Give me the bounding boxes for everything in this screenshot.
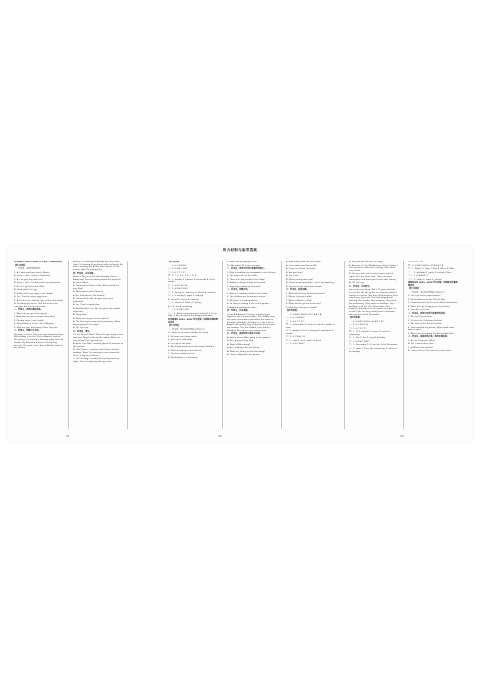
text-column-6 [349,261,399,429]
section-heading: 七、听录音，完成短文。 [349,285,372,288]
text-line: B: OK. Let's go. [73,327,89,330]
text-line: 5. How does she go to school? [286,306,318,309]
text-line: 十二、1. What's your favourite festival? 2. It's in May. 3. We can watch the dragon boat race. [168,312,217,318]
section-heading: 五、听录音，根据所听内容补全对话。 [227,333,262,336]
text-line: 3. There isn't any bread in the fridge. [227,278,266,281]
text-line: 六、1~5 C B A C A [286,336,305,339]
text-line: 七、1~6 B A C A B C [168,288,189,291]
text-line: 4. Mum, let's go shopping at City Library. [408,305,450,308]
text-line: B: Let me check. Open your mouth. [286,285,323,288]
text-line: 三、1~5 T F T F T [349,327,367,330]
text-line: 八、1~5 B C A A C [286,343,305,346]
text-line: 二、1~5 B A C B A [168,268,187,270]
text-line: It's the 23rd of March. Now let's get ready to the meeting. People write all the tables. What are they doing? Let's go and see. [73,334,123,342]
text-line: Lily is my new friend. She's 11 years old. She lives in the UK. Her father is a teacher and her mother is a nurse. She has a little brother. She's only seven years old. Lily likes singing and dancing. Her brother likes drawing. They both like swimming. They swim on Sundays. Lily's birthday is on the 1st of December. Her brother's birthday is in December too. But it's on the 11th. So they usually have a birthday party at the end of December. [349,289,399,316]
text-line: 9. What are you going to do? [227,261,257,263]
text-line: 一、1~5 A B C A B 6~10 A B C B C [349,320,385,323]
text-line: A: What are Jimmy and Su Hai doing? [227,350,266,353]
test-heading: 苏州相城区 2022—2023 学年度第二学期期末调研测试试卷 [168,318,218,324]
text-line: 4. Let's go to the park. [168,342,192,345]
document-page [8,246,472,442]
page-number-middle: 22 [218,434,222,438]
text-line: 八、1. January 2. February 3. March 4. autumn [168,291,216,294]
text-column-5 [286,261,336,429]
text-line: 6. Mum is cooking in the kitchen. [168,349,202,352]
text-line: A: Tomorrow is Father's Day. What should we give Dad? [73,285,119,290]
text-line: 1. When do you go to the party? [14,312,48,315]
text-line: 1. What did the boy do last weekend? [286,292,325,295]
text-line: B: Yes. There're some eggs here. [14,296,48,298]
text-line: 六、1~6 B A C B A C [349,340,370,343]
text-line: 4. A: Are there any eggs in the fridge? [14,292,54,295]
text-line: 九、1. is eating 2. apple 3. waiting [168,295,204,298]
text-line: 8. My birthday is in February. [168,356,198,359]
text-line: 六、1~5 A C B C A [168,284,187,287]
text-line: 二、1~5 C A B C A [349,324,368,327]
section-heading: 三、听录音，根据对话内容，选择正确答案。 [408,336,449,339]
text-line: 4. Bobby is riding his bike in the park. [227,282,266,284]
section-heading: 二、听录音，选择与所听内容相符的答语。 [408,312,447,315]
text-line: 4. Is 5. was 6. watching [168,305,193,308]
test-heading: 南通如东县 2022—2023 学年度第二学期期末质量检测试卷 [408,282,458,287]
text-line: C: I'm Liu Yang. I usually do my homework at night. Then I'm playing with my sister. [73,358,120,364]
text-line: 1. Mike is reading the newspaper in the kitchen. [227,271,277,274]
text-line: 5. Who are you, and Jimmy? Here they are. [14,326,59,329]
section-heading: 【听力材料】 [408,288,421,291]
text-line: Father's Day is on the third Sunday of June. Bobby and Tina are talking about the presents for their father. [73,276,121,284]
text-line: B: Sorry, I can't. I have a toothache. [14,275,51,277]
text-line: 1. Can I go to the supermarket? [408,295,441,298]
text-line: 5. Bobby is washing his bike. [227,306,257,309]
text-line: 四、1. 11 2. teacher 3. nurse 4. seven 5. swimming [349,331,391,336]
section-heading: 【参考答案】 [286,310,299,312]
text-line: 八、1. swim 2. They like swimming. 3. dance 4. on Sunday [349,347,398,353]
text-line: A: Good idea. [73,314,87,317]
text-line: 七、1. December 2. It's on the 1st of December. [349,344,398,347]
text-line: In the Mid-Autumn Festival, my family get together and eat mooncakes. The children can eat some mooncakes and watch the moon in the park. Grandpa's birthday is in the 11th of August. We usually buy a big cake for him and eat noodles. The 9th of April is my father's birthday. We make a nice card for him. [227,313,275,332]
text-line: A: The fine cups or tea to the pharmacy. What about going to the shop? [73,321,121,326]
text-line: 3. We want to the Street Festival. [408,323,443,326]
text-line: 2. The cakes are on the table. [227,275,258,277]
text-line: 4. What did the girl do at the zoo? [286,303,321,305]
page-number-right: 23 [400,434,404,438]
text-line: 2. A: Can you play with me? [14,278,43,281]
text-line: 2. Where is Jimmy's bike? [286,296,313,298]
text-line: A: I have a bad toothache. I can't eat anything. [286,282,335,284]
text-line: B: Let me think. We can give him some postcards. [73,298,114,303]
text-line: 3. My father is cooking dinner. [227,299,259,302]
text-line: 十二、1~5 B A A C C [408,275,429,277]
text-line: 四、1~5 A A C A B 6~10 B B A C A [408,264,444,267]
section-heading: 六、听录音，回答问题。 [286,289,309,291]
text-line: B: Go along the street. Turn left at the first crossing. You can see the shop. [14,303,58,308]
text-line: 一、1~5 B A C A B 6~10 C A B C A [286,313,322,316]
text-line: 1. A: Can I help you, Mike? [408,339,436,342]
text-line: 3. My dog loves, I can't walk. [14,319,44,322]
text-line: A: Because it's the Mid-Autumn Festival today. I can eat some cakes this evening. I like cakes very much. [349,264,398,272]
text-line: 十、1. shorter 2. Easier 3. thirsty [168,302,202,305]
text-line: B: Good idea! Let's go. [14,289,38,291]
text-line: 三、1~5 F T F T F [286,320,304,323]
column-divider [68,261,69,429]
text-line: A: How many kites can you make? [286,261,322,263]
column-divider [222,261,223,429]
text-line: 2. B. P. B. C. A [408,261,423,263]
text-line: B: Yes. I want some juice. [408,343,434,346]
text-line: B: What's wrong with you? [286,278,314,281]
text-line: 4. My birthday is in the 11th of August. [14,323,55,326]
text-line: 2. How does he go to school every day? [14,316,55,319]
text-line: B: He's making a kite for Jimmy. [227,347,260,350]
text-line: 七、1. cold 2. eat 3. water 4. drink [286,339,322,342]
text-line: 3. Tom has a cold today. [168,339,193,342]
text-line: 2. My mum can make cakes. [168,335,198,338]
text-line: 2. The children are listening to music. [227,296,266,298]
text-line: A: Yes, I am. [286,275,299,277]
text-column-7 [408,261,458,429]
text-line: B: And Dad likes tea. We can go to the market tomorrow. [73,307,121,313]
column-divider [403,261,404,429]
text-line: 2. My birthday is on the 11th of May. [408,298,446,301]
text-line: 5. You can't eat here. [408,309,430,312]
text-line: 十三、1. cooks 2. takes 3. visited [408,278,442,281]
text-line: 5. We should brush our teeth before bedtime. [168,346,215,349]
section-heading: 四、听对话，完成表格。 [73,272,96,275]
section-heading: 二、听短文，选择正确的答案。 [14,309,43,312]
column-divider [344,261,345,429]
text-line: 一、听录音，选出你所听到的单词或句子。 [168,328,207,331]
text-line: B: I have a fever. You can rest in the room. [408,350,452,353]
text-line: 五、1. What's 2. How 3. Who 4. When 5. Why [408,268,455,270]
text-line: 5. A: Excuse me, how do I get to the shoe shop? [14,299,64,302]
text-line: 3. Cinderella puts on the new clothes and shoes. [408,302,458,305]
text-column-2 [73,261,123,429]
text-line: 一、听对话，选择正确的图片。 [14,268,43,270]
section-heading: 三、听短文，判断句子正误。 [14,330,41,333]
text-line: My name is Chris. There are two important days. My birthday is on the 12th of August. Look at the picture. I'm having a birthday party with my friends. My favourite festival is the Spring Festival. This year is the Year of Rabbit. Look at the picture. [14,333,64,350]
text-line: B: Why did you ask me, Su Yang? [349,261,384,263]
section-heading: 【参考答案】 [168,261,181,263]
text-line: 7. The first number is ten. [168,353,195,356]
text-line: 十一、1. birthday 2. party 3. eating 4. likes [408,271,452,274]
section-heading: 【参考答案】 [349,317,362,320]
text-line: 10. We watch TV in the evening. [227,264,261,267]
text-line: 四、1. ✓ 2. ✕ 3. ✕ 4. ✓ 5. ✕ [168,275,197,277]
text-line: 一、1~5 C A B A C [168,264,187,267]
text-line: B: Oh, you can't eat so much sweet food at night. Let's eat some fruit. Then eat some mooncakes and brush your teeth after eating. [349,273,397,281]
text-line: A: Come in, please. Sit down. [286,268,316,270]
text-line: 2. A: What's the matter? [408,346,434,349]
text-line: B: What can we get at the market? [73,317,109,320]
text-line: 4. Tina tumbled my picture. Who needs more than a cake? [408,326,455,332]
section-heading: 五、听录音，填空。 [73,330,92,333]
text-line: 三、1~5 T F T F T [168,271,186,274]
text-column-3 [168,261,218,429]
text-line: A: Hello, Tim Mike. I usually spend 30 minutes at the market. [73,343,123,348]
text-line: B: They're playing in the garden. [227,354,261,357]
column-divider [281,261,282,429]
text-line: 3. When is Mother's Day? [286,299,313,302]
text-line: 五、1. Sunday 2. flowers 3. postcards 4. tea 5. market [168,278,216,284]
section-heading: 二、听录音，选择与所听内容相符的图片。 [227,268,266,270]
section-heading: 【听力材料】 [168,325,181,328]
text-line: 1. I want to eat some noodles for lunch. [168,332,209,335]
text-line: B: I can make two. Doctor Wu! [286,264,318,267]
text-line: 1. Nancy is reading a book in the study. [227,292,268,295]
text-column-4 [227,261,277,429]
text-line: 五、1. fine 2. fun 3. sing 4. birthday [349,337,386,340]
text-line: A: No, Dad doesn't like flowers. [73,294,105,297]
text-line: 5. Yang Ling is playing the piano. [227,285,261,288]
text-line: 5. Where are you going, Su Hai and Bo Xiao? [408,332,454,335]
section-heading: 【听力材料】 [14,264,27,267]
text-line: 一、听录音，选出你所听到的单词或句子。 [408,291,447,294]
column-divider [127,261,128,429]
text-line: 1. A: Come and have lunch, Nancy. [14,271,50,274]
text-line: A: What is Mike doing? [227,343,251,346]
text-line: 4. visited 5. cousin 6. cooking [168,298,199,301]
text-line: A: Helen, who is Mike going to the garden? [227,336,271,339]
text-line: B: He's going to help Dad. [227,340,254,343]
text-line: 十一、1~5 B A C B B [168,309,189,312]
text-line: picture. I'm making dumplings with my mum. Look! I'm having a big dinner with my family. My dad is washing the dishes after dinner in this picture. And I'm helping him. [73,261,123,272]
text-line: 二、1~5 C A B A C [286,317,305,319]
text-line: 五、1. garden 2. kite 3. playing 4. toothache 5. mouth [286,330,334,335]
document-title: 听力材料与参考答案 [222,248,258,252]
text-line: 2. It's time for Christmas Festival. [408,319,443,322]
text-line: 3. A: Let's go to the zoo, Mike. [14,285,45,288]
text-line: B: Sorry, I can't. I'm busy with my homework. [14,282,61,284]
section-heading: 四、听短文，完成表格。 [227,310,250,312]
test-heading: 苏州常熟市 2022—2023 学年度第二学期期末检测 [14,261,62,263]
text-line: 四、1. mooncakes 2. moon 3. cake 4. noodles 5. card [286,324,336,329]
text-line: 4. Su Yang is making a kite in the garden. [227,303,270,305]
text-line: A: OK. Let's go. [349,282,365,285]
text-line: B: What about some flowers? [73,291,104,294]
text-line: A: Yes. That's a good idea. [73,304,100,307]
page-number-left: 21 [66,434,70,438]
text-column-1 [14,261,64,429]
text-line: 1. We can't fly the kites. [408,316,433,319]
text-line: B: I like Dance. I usually read Chinese before bedtime. Wow. I'm learning to use chopsticks. She is a big fan of dance. [73,349,120,357]
text-line: B: Are you Sam? [286,271,303,274]
section-heading: 三、听录音，判断正误。 [227,289,250,291]
